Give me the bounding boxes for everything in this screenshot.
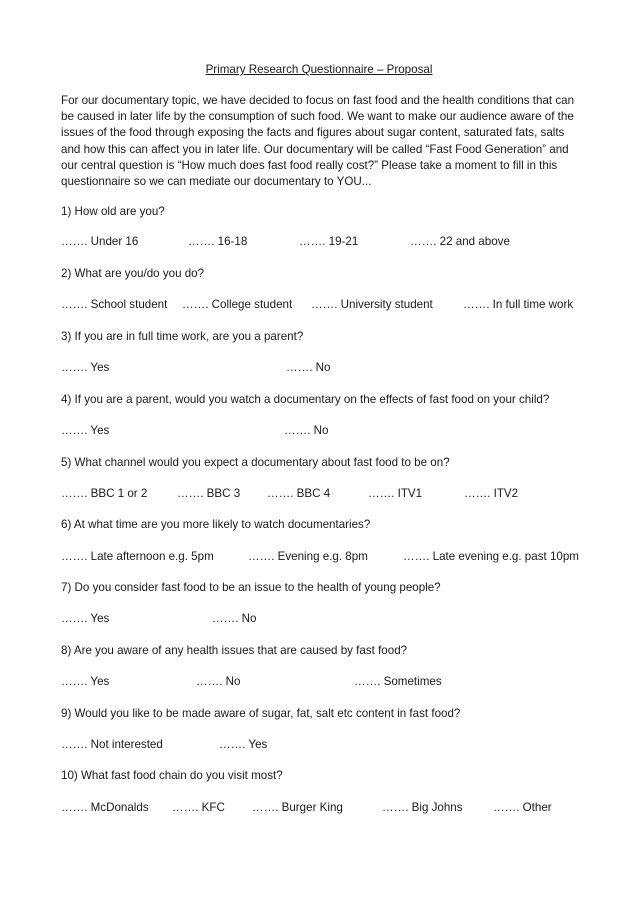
question-10: 10) What fast food chain do you visit most? [61, 769, 283, 782]
option-no[interactable]: ……. No [212, 612, 257, 625]
option-kfc[interactable]: ……. KFC [172, 801, 225, 814]
option-yes[interactable]: ……. Yes [219, 738, 268, 751]
option-bbc-3[interactable]: ……. BBC 3 [177, 487, 241, 500]
option-under-16[interactable]: ……. Under 16 [61, 235, 139, 248]
options-question-3 [0, 360, 638, 376]
option-school-student[interactable]: ……. School student [61, 298, 168, 311]
options-question-5 [0, 486, 638, 502]
option-college-student[interactable]: ……. College student [182, 298, 293, 311]
question-7: 7) Do you consider fast food to be an issue to the health of young people? [61, 581, 441, 594]
question-2: 2) What are you/do you do? [61, 267, 205, 280]
option-burger-king[interactable]: ……. Burger King [252, 801, 343, 814]
option-19-21[interactable]: ……. 19-21 [299, 235, 359, 248]
option-22-and-above[interactable]: ……. 22 and above [410, 235, 510, 248]
option-itv2[interactable]: ……. ITV2 [464, 487, 519, 500]
options-question-9 [0, 737, 638, 753]
option-yes[interactable]: ……. Yes [61, 675, 110, 688]
option-yes[interactable]: ……. Yes [61, 612, 110, 625]
question-5: 5) What channel would you expect a documentary about fast food to be on? [61, 456, 450, 469]
question-8: 8) Are you aware of any health issues that are caused by fast food? [61, 644, 408, 657]
options-question-6 [0, 549, 638, 565]
option-mcdonalds[interactable]: ……. McDonalds [61, 801, 149, 814]
question-3: 3) If you are in full time work, are you a parent? [61, 330, 304, 343]
options-question-8 [0, 674, 638, 690]
option-other[interactable]: ……. Other [493, 801, 552, 814]
option-yes[interactable]: ……. Yes [61, 361, 110, 374]
option-sometimes[interactable]: ……. Sometimes [354, 675, 442, 688]
option-big-johns[interactable]: ……. Big Johns [382, 801, 463, 814]
option-late-afternoon[interactable]: ……. Late afternoon e.g. 5pm [61, 550, 214, 563]
options-question-7 [0, 611, 638, 627]
option-late-evening[interactable]: ……. Late evening e.g. past 10pm [403, 550, 579, 563]
option-itv1[interactable]: ……. ITV1 [368, 487, 423, 500]
options-question-1 [0, 234, 638, 250]
options-question-10 [0, 800, 638, 816]
option-bbc-4[interactable]: ……. BBC 4 [267, 487, 331, 500]
option-no[interactable]: ……. No [196, 675, 241, 688]
option-university-student[interactable]: ……. University student [311, 298, 433, 311]
option-full-time-work[interactable]: ……. In full time work [463, 298, 574, 311]
intro-paragraph: For our documentary topic, we have decided to focus on fast food and the health conditions that can be caused in later life by the consumption of such food. We want to make our audience aware of the issues of the food through exposing the facts and figures about sugar content, saturated fats, salts and how this can affect you in later life. Our documentary will be called “Fast Food Generation” and our central question is “How much does fast food really cost?” Please take a moment to fill in this questionnaire so we can mediate our documentary to YOU... [61, 94, 575, 189]
question-9: 9) Would you like to be made aware of sugar, fat, salt etc content in fast food? [61, 707, 461, 720]
option-evening[interactable]: ……. Evening e.g. 8pm [248, 550, 368, 563]
options-question-4 [0, 423, 638, 439]
option-no[interactable]: ……. No [286, 361, 331, 374]
option-16-18[interactable]: ……. 16-18 [188, 235, 248, 248]
question-4: 4) If you are a parent, would you watch a documentary on the effects of fast food on your child? [61, 393, 550, 406]
option-bbc-1-or-2[interactable]: ……. BBC 1 or 2 [61, 487, 148, 500]
options-question-2 [0, 297, 638, 313]
option-no[interactable]: ……. No [284, 424, 329, 437]
question-6: 6) At what time are you more likely to watch documentaries? [61, 518, 371, 531]
page-title: Primary Research Questionnaire – Proposal [205, 63, 433, 76]
option-not-interested[interactable]: ……. Not interested [61, 738, 163, 751]
question-1: 1) How old are you? [61, 205, 165, 218]
option-yes[interactable]: ……. Yes [61, 424, 110, 437]
